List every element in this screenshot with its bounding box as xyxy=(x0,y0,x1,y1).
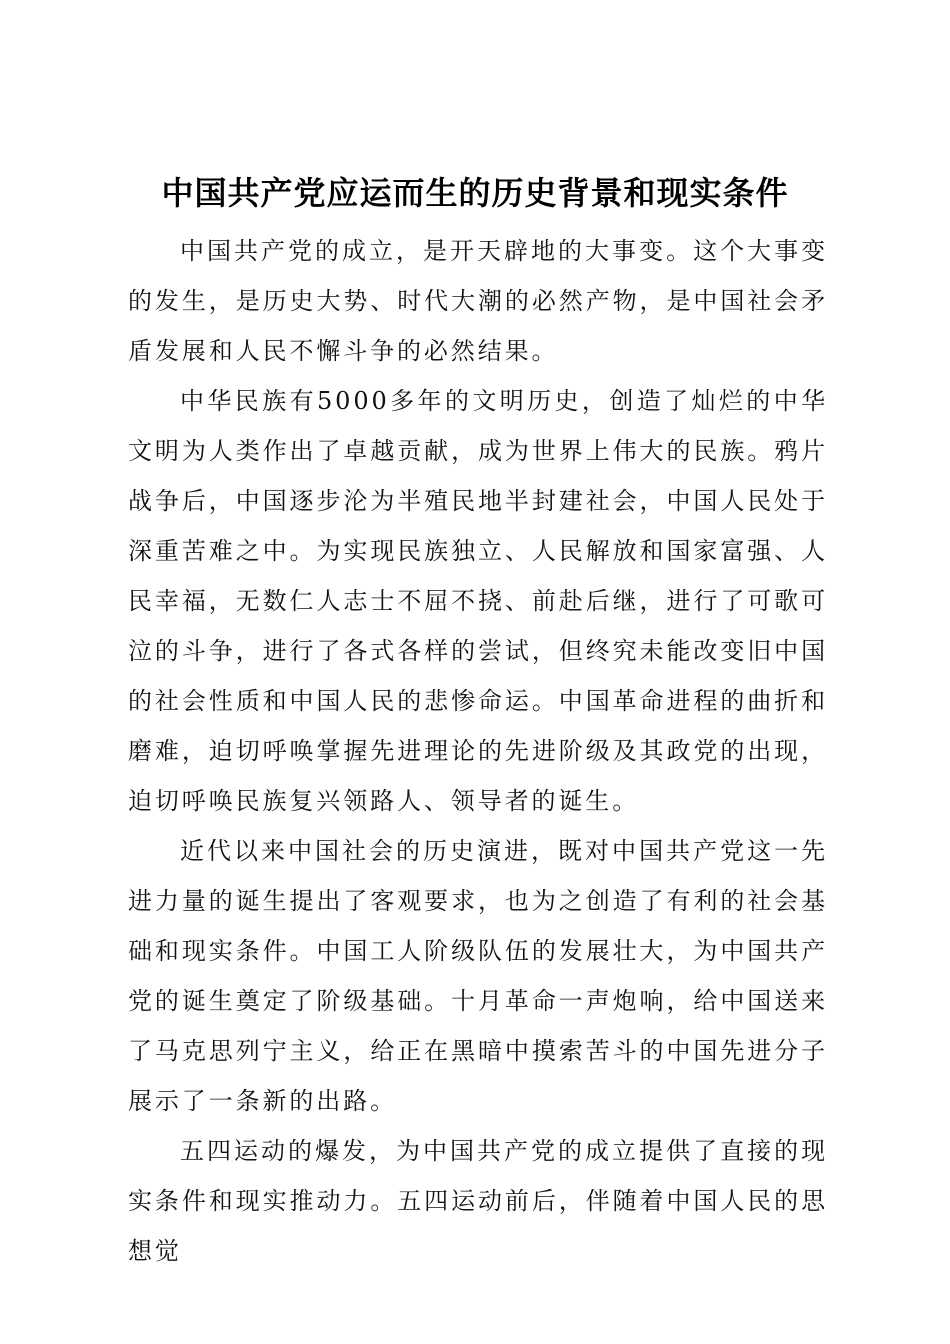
document-body xyxy=(128,226,828,1276)
paragraph-4: 五四运动的爆发，为中国共产党的成立提供了直接的现实条件和现实推动力。五四运动前后，伴随着中国人民的思想觉 xyxy=(128,1137,828,1265)
paragraph-3: 近代以来中国社会的历史演进，既对中国共产党这一先进力量的诞生提出了客观要求，也为之创造了有利的社会基础和现实条件。中国工人阶级队伍的发展壮大，为中国共产党的诞生奠定了阶级基础。十月革命一声炮响，给中国送来了马克思列宁主义，给正在黑暗中摸索苦斗的中国先进分子展示了一条新的出路。 xyxy=(128,837,828,1115)
document-title: 中国共产党应运而生的历史背景和现实条件 xyxy=(161,174,789,213)
paragraph-2: 中华民族有5000多年的文明历史，创造了灿烂的中华文明为人类作出了卓越贡献，成为世界上伟大的民族。鸦片战争后，中国逐步沦为半殖民地半封建社会，中国人民处于深重苦难之中。为实现民族独立、人民解放和国家富强、人民幸福，无数仁人志士不屈不挠、前赴后继，进行了可歌可泣的斗争，进行了各式各样的尝试，但终究未能改变旧中国的社会性质和中国人民的悲惨命运。中国革命进程的曲折和磨难，迫切呼唤掌握先进理论的先进阶级及其政党的出现，迫切呼唤民族复兴领路人、领导者的诞生。 xyxy=(128,387,828,815)
paragraph-1: 中国共产党的成立，是开天辟地的大事变。这个大事变的发生，是历史大势、时代大潮的必然产物，是中国社会矛盾发展和人民不懈斗争的必然结果。 xyxy=(128,237,828,365)
